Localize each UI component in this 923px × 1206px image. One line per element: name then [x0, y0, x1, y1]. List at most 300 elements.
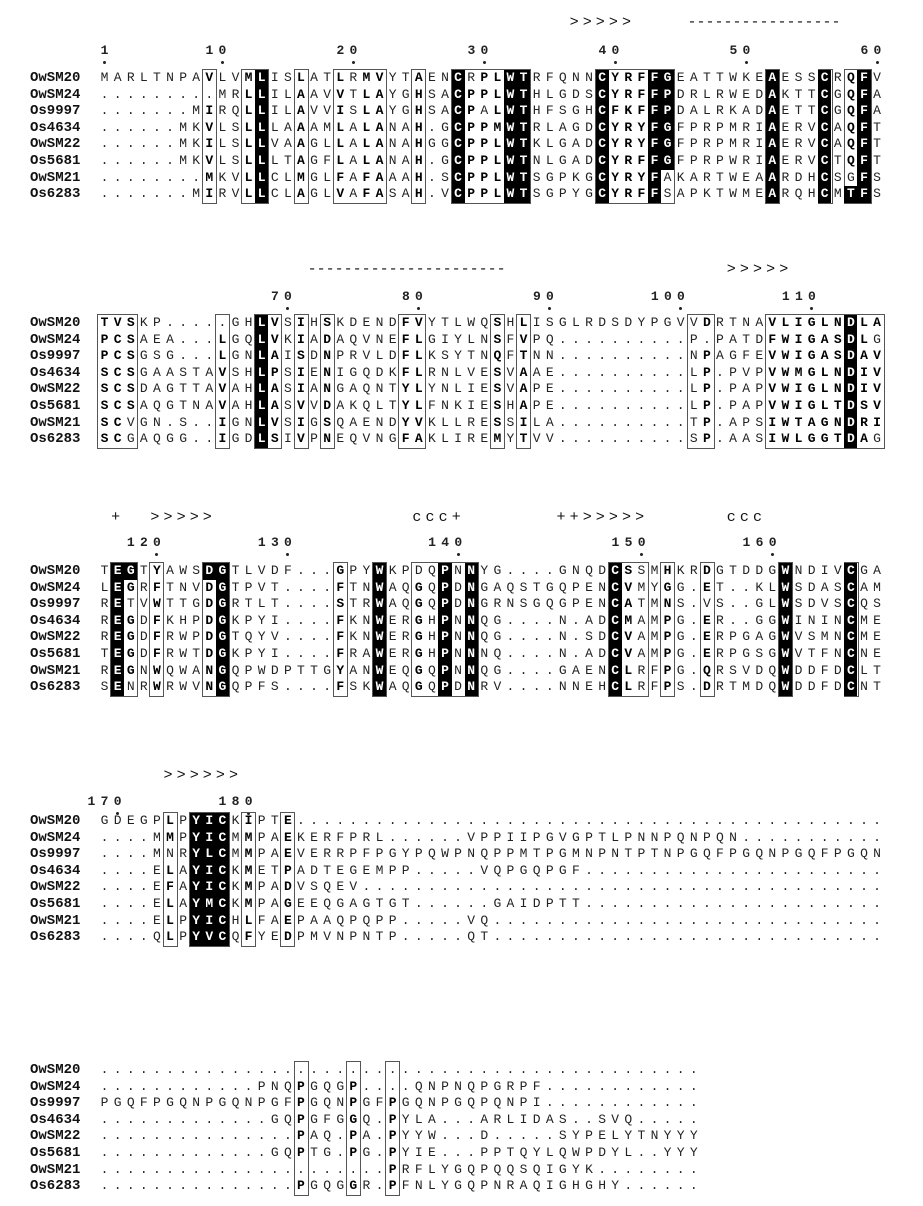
residue-cell: F — [676, 136, 685, 152]
residue-cell: E — [362, 315, 371, 330]
residue-cell: P — [244, 646, 253, 661]
sequence-label: Os5681 — [30, 398, 81, 414]
residue-cell: I — [283, 431, 292, 447]
residue-cell: . — [558, 1078, 567, 1094]
residue-cell: G — [323, 1145, 332, 1160]
residue-cell: . — [663, 348, 672, 364]
residue-cell: D — [794, 169, 803, 185]
residue-cell: . — [532, 929, 541, 945]
sequence-label: OwSM21 — [30, 169, 81, 186]
residue-cell: V — [493, 679, 502, 695]
residue-cell: N — [545, 348, 554, 364]
ruler-number: 0 — [284, 535, 292, 550]
residue-cell: T — [231, 579, 240, 595]
residue-cell: P — [624, 829, 633, 845]
residue-cell: N — [572, 563, 580, 578]
residue-cell: L — [218, 153, 227, 168]
residue-cell: . — [545, 1095, 554, 1111]
residue-cell: A — [375, 103, 384, 119]
residue-cell: Q — [427, 563, 436, 578]
residue-cell: G — [807, 431, 816, 447]
residue-cell: G — [349, 862, 358, 878]
residue-cell: R — [585, 315, 593, 330]
residue-cell: P — [716, 153, 724, 168]
residue-cell: . — [401, 929, 410, 945]
residue-cell: G — [414, 596, 423, 612]
residue-cell: I — [270, 103, 279, 119]
residue-cell: P — [493, 846, 502, 862]
residue-cell: I — [794, 381, 803, 397]
residue-cell: C — [113, 364, 122, 380]
residue-cell: . — [427, 829, 436, 845]
residue-cell: . — [742, 929, 751, 945]
residue-cell: Q — [480, 629, 489, 645]
residue-cell: . — [139, 153, 148, 168]
residue-cell: S — [860, 398, 868, 413]
residue-cell: Q — [323, 896, 332, 911]
residue-cell: G — [742, 846, 751, 862]
residue-cell: L — [689, 398, 698, 413]
residue-cell: L — [768, 596, 777, 612]
residue-cell: A — [860, 348, 868, 364]
residue-cell: . — [244, 1078, 253, 1094]
residue-cell: . — [585, 348, 593, 364]
residue-cell: F — [572, 862, 580, 878]
residue-cell: L — [166, 896, 174, 911]
residue-cell: . — [192, 86, 201, 102]
residue-cell: . — [558, 1095, 567, 1111]
residue-cell: A — [766, 87, 779, 104]
residue-cell: G — [742, 629, 751, 645]
sequence-row — [98, 596, 884, 614]
residue-cell: A — [742, 431, 751, 447]
residue-cell: P — [689, 119, 698, 135]
residue-cell: N — [506, 596, 515, 612]
residue-cell: P — [297, 1095, 305, 1111]
residue-cell: S — [833, 596, 842, 612]
residue-cell: E — [388, 646, 397, 661]
residue-cell: F — [336, 679, 345, 695]
residue-cell: A — [493, 579, 502, 595]
residue-cell: L — [255, 431, 268, 448]
residue-cell: N — [244, 414, 253, 430]
residue-cell: N — [375, 331, 384, 347]
residue-cell: . — [467, 879, 476, 895]
residue-cell: . — [572, 1095, 580, 1111]
residue-cell: R — [794, 119, 803, 135]
ruler-number: 3 — [270, 535, 279, 550]
residue-cell: A — [179, 896, 188, 911]
residue-cell: . — [297, 679, 305, 695]
residue-cell: D — [844, 332, 857, 349]
residue-cell: W — [781, 331, 790, 347]
residue-cell: A — [349, 186, 358, 202]
residue-cell: N — [532, 153, 541, 168]
residue-cell: . — [716, 813, 724, 828]
residue-cell: Y — [676, 1145, 685, 1160]
residue-cell: Y — [427, 315, 436, 330]
residue-cell: K — [585, 1161, 593, 1177]
residue-cell: A — [270, 896, 279, 911]
residue-cell: . — [585, 879, 593, 895]
residue-cell: L — [270, 153, 279, 168]
residue-cell: G — [310, 153, 318, 168]
residue-cell: . — [676, 1078, 685, 1094]
residue-cell: S — [100, 398, 109, 413]
residue-cell: F — [336, 829, 345, 845]
ruler-number: 9 — [532, 289, 541, 304]
residue-cell: . — [742, 879, 751, 895]
residue-cell: . — [441, 1062, 449, 1077]
residue-cell: P — [637, 846, 646, 862]
residue-cell: H — [414, 169, 423, 185]
residue-cell: V — [205, 153, 214, 168]
residue-cell: . — [480, 1062, 489, 1077]
residue-cell: . — [139, 912, 148, 928]
residue-cell: . — [153, 1111, 161, 1127]
residue-cell: . — [153, 1062, 161, 1077]
sequence-row — [98, 580, 884, 598]
residue-cell: Y — [401, 1145, 410, 1160]
residue-cell: T — [100, 646, 109, 661]
residue-cell: . — [126, 1178, 135, 1194]
residue-cell: I — [467, 381, 476, 397]
residue-cell: N — [465, 580, 478, 597]
residue-cell: E — [111, 613, 124, 630]
residue-cell: . — [506, 929, 515, 945]
residue-cell: . — [113, 1161, 122, 1177]
residue-cell: P — [689, 136, 698, 152]
residue-cell: . — [702, 896, 711, 911]
residue-cell: S — [493, 381, 502, 397]
residue-cell: . — [192, 1178, 201, 1194]
residue-cell: Q — [179, 1095, 188, 1111]
residue-cell: P — [349, 1095, 358, 1111]
residue-cell: Q — [480, 662, 489, 678]
residue-cell: W — [781, 414, 790, 430]
residue-cell: . — [205, 431, 214, 447]
residue-cell: P — [441, 1078, 449, 1094]
residue-cell: E — [585, 662, 593, 678]
residue-cell: P — [100, 1095, 109, 1111]
residue-cell: . — [375, 1178, 384, 1194]
residue-cell: P — [702, 829, 711, 845]
residue-cell: D — [323, 398, 332, 413]
residue-cell: P — [100, 348, 109, 364]
residue-cell: A — [401, 136, 410, 152]
residue-cell: D — [598, 315, 607, 330]
residue-cell: F — [857, 170, 870, 187]
residue-cell: A — [663, 169, 672, 185]
residue-cell: . — [323, 579, 332, 595]
residue-cell: T — [349, 579, 358, 595]
residue-cell: P — [467, 103, 476, 119]
residue-cell: . — [401, 879, 410, 895]
residue-cell: T — [179, 381, 188, 397]
residue-cell: . — [441, 879, 449, 895]
residue-cell: W — [373, 629, 386, 646]
residue-cell: . — [807, 896, 816, 911]
residue-cell: N — [375, 381, 384, 397]
residue-cell: . — [297, 612, 305, 628]
residue-cell: . — [572, 1062, 580, 1077]
residue-cell: E — [781, 119, 790, 135]
residue-cell: N — [139, 662, 148, 678]
residue-cell: . — [742, 612, 751, 628]
residue-cell: K — [139, 315, 148, 330]
residue-cell: M — [244, 70, 253, 85]
residue-cell: . — [100, 1128, 109, 1144]
residue-cell: A — [139, 431, 148, 447]
residue-cell: C — [113, 348, 122, 364]
residue-cell: . — [139, 862, 148, 878]
residue-cell: . — [598, 912, 607, 928]
residue-cell: . — [519, 1062, 528, 1077]
residue-cell: . — [166, 1178, 174, 1194]
residue-cell: G — [545, 829, 554, 845]
residue-cell: . — [676, 381, 685, 397]
residue-cell: . — [205, 1062, 214, 1077]
residue-cell: P — [742, 414, 751, 430]
residue-cell: . — [663, 1111, 672, 1127]
residue-cell: R — [716, 646, 724, 661]
residue-cell: C — [452, 87, 465, 104]
residue-cell: . — [755, 862, 764, 878]
residue-cell: . — [519, 1128, 528, 1144]
residue-cell: Y — [611, 186, 620, 202]
residue-cell: V — [873, 364, 881, 380]
residue-cell: S — [336, 596, 345, 612]
sequence-row — [98, 1145, 700, 1163]
residue-cell: T — [166, 579, 174, 595]
residue-cell: Y — [257, 646, 266, 661]
residue-cell: G — [218, 1095, 227, 1111]
residue-cell: . — [192, 331, 201, 347]
residue-cell: G — [126, 612, 135, 628]
residue-cell: E — [153, 331, 161, 347]
residue-cell: . — [624, 1161, 633, 1177]
residue-cell: G — [454, 1095, 462, 1111]
residue-cell: . — [689, 929, 698, 945]
residue-cell: . — [624, 912, 633, 928]
residue-cell: R — [624, 136, 633, 152]
residue-cell: L — [441, 431, 449, 447]
residue-cell: A — [166, 563, 174, 578]
ruler-number: 0 — [546, 289, 554, 304]
residue-cell: V — [676, 315, 685, 330]
residue-cell: Y — [611, 136, 620, 152]
residue-cell: . — [624, 929, 633, 945]
residue-cell: N — [833, 629, 842, 645]
residue-cell: P — [480, 1178, 489, 1194]
residue-cell: P — [336, 348, 345, 364]
residue-cell: S — [676, 596, 685, 612]
sequence-label: OwSM22 — [30, 136, 81, 153]
residue-cell: A — [873, 563, 881, 578]
residue-cell: T — [231, 629, 240, 645]
sequence-row — [98, 87, 884, 105]
residue-cell: L — [454, 381, 462, 397]
residue-cell: I — [545, 1178, 554, 1194]
residue-cell: . — [650, 398, 659, 413]
residue-cell: A — [349, 896, 358, 911]
residue-cell: Y — [637, 169, 646, 185]
residue-cell: V — [257, 579, 266, 595]
residue-cell: . — [637, 414, 646, 430]
residue-cell: C — [216, 846, 229, 863]
residue-cell: . — [441, 912, 449, 928]
residue-cell: D — [844, 398, 857, 415]
residue-cell: K — [388, 364, 397, 380]
residue-cell: N — [807, 612, 816, 628]
residue-cell: A — [519, 381, 528, 397]
residue-cell: N — [388, 153, 397, 168]
residue-cell: . — [506, 879, 515, 895]
residue-cell: S — [427, 103, 436, 119]
residue-cell: L — [283, 186, 292, 202]
residue-cell: M — [166, 829, 174, 845]
residue-cell: M — [179, 119, 188, 135]
residue-cell: . — [427, 879, 436, 895]
sequence-row — [98, 929, 884, 947]
residue-cell: . — [336, 1161, 345, 1177]
ruler-number: 1 — [428, 535, 436, 550]
residue-cell: S — [100, 679, 109, 695]
residue-cell: D — [755, 679, 764, 695]
residue-cell: G — [558, 662, 567, 678]
residue-cell: . — [323, 1161, 332, 1177]
residue-cell: L — [218, 348, 227, 364]
residue-cell: F — [323, 153, 332, 168]
residue-cell: V — [702, 596, 711, 612]
residue-cell: V — [375, 70, 384, 85]
residue-cell: R — [860, 414, 868, 430]
residue-cell: . — [205, 414, 214, 430]
ruler-number: 0 — [349, 43, 358, 58]
residue-cell: P — [441, 1095, 449, 1111]
residue-cell: C — [844, 563, 857, 580]
residue-cell: Q — [480, 315, 489, 330]
residue-cell: P — [532, 398, 541, 413]
residue-cell: . — [689, 596, 698, 612]
residue-cell: D — [844, 365, 857, 382]
residue-cell: . — [139, 1161, 148, 1177]
residue-cell: L — [218, 119, 227, 135]
residue-cell: N — [375, 315, 384, 330]
residue-cell: . — [794, 829, 803, 845]
residue-cell: P — [297, 1178, 305, 1194]
residue-cell: F — [336, 629, 345, 645]
residue-cell: T — [844, 186, 857, 203]
residue-cell: W — [779, 580, 792, 597]
residue-cell: . — [113, 1111, 122, 1127]
residue-cell: F — [648, 170, 661, 187]
residue-cell: E — [270, 929, 279, 945]
residue-cell: P — [349, 563, 358, 578]
residue-cell: M — [637, 579, 646, 595]
residue-cell: . — [676, 1095, 685, 1111]
residue-cell: W — [781, 381, 790, 397]
residue-cell: Q — [755, 846, 764, 862]
ruler-number: 1 — [218, 794, 227, 809]
residue-cell: . — [100, 846, 109, 862]
residue-cell: . — [231, 1145, 240, 1160]
residue-cell: . — [624, 348, 633, 364]
residue-cell: Y — [190, 913, 203, 930]
residue-cell: . — [283, 1062, 292, 1077]
residue-cell: . — [755, 912, 764, 928]
residue-cell: . — [336, 1128, 345, 1144]
residue-cell: P — [755, 381, 764, 397]
residue-cell: P — [310, 431, 318, 447]
residue-cell: D — [833, 662, 842, 678]
residue-cell: A — [336, 331, 345, 347]
ruler-number: 0 — [218, 43, 227, 58]
residue-cell: C — [113, 398, 122, 413]
residue-cell: D — [270, 563, 279, 578]
residue-cell: F — [648, 186, 661, 203]
ruler-number: 0 — [454, 535, 463, 550]
residue-cell: Y — [362, 563, 371, 578]
residue-cell: F — [532, 1078, 541, 1094]
ruler-number: 0 — [677, 289, 685, 304]
residue-cell: A — [807, 414, 816, 430]
residue-cell: P — [532, 829, 541, 845]
residue-cell: . — [297, 579, 305, 595]
residue-cell: . — [598, 1062, 607, 1077]
residue-cell: Q — [283, 1145, 292, 1160]
residue-cell: P — [401, 862, 410, 878]
residue-cell: V — [624, 579, 633, 595]
residue-cell: N — [270, 1078, 279, 1094]
residue-cell: G — [192, 596, 201, 612]
residue-cell: Q — [467, 1078, 476, 1094]
residue-cell: L — [545, 119, 554, 135]
residue-cell: R — [231, 86, 240, 102]
residue-cell: Q — [676, 829, 685, 845]
residue-cell: I — [467, 398, 476, 413]
residue-cell: V — [794, 629, 803, 645]
residue-cell: G — [676, 629, 685, 645]
residue-cell: D — [283, 879, 292, 895]
residue-cell: T — [716, 579, 724, 595]
residue-cell: . — [781, 862, 790, 878]
residue-cell: . — [205, 1078, 214, 1094]
residue-cell: . — [611, 1095, 620, 1111]
residue-cell: . — [598, 398, 607, 413]
residue-cell: S — [755, 646, 764, 661]
sequence-label: Os4634 — [30, 612, 81, 629]
residue-cell: P — [716, 331, 724, 347]
sequence-label: Os6283 — [30, 186, 81, 203]
residue-cell: . — [113, 119, 122, 135]
residue-cell: P — [729, 381, 737, 397]
residue-cell: . — [179, 1161, 188, 1177]
residue-cell: P — [388, 1161, 397, 1177]
residue-cell: L — [545, 136, 554, 152]
residue-cell: T — [702, 70, 711, 85]
residue-cell: . — [126, 1161, 135, 1177]
residue-cell: T — [323, 862, 332, 878]
residue-cell: . — [283, 679, 292, 695]
residue-cell: P — [153, 1095, 161, 1111]
residue-cell: G — [362, 1145, 371, 1160]
sequence-label: OwSM24 — [30, 1078, 81, 1095]
residue-cell: I — [755, 119, 764, 135]
residue-cell: P — [661, 103, 674, 120]
residue-cell: D — [585, 153, 593, 168]
residue-cell: S — [493, 364, 502, 380]
